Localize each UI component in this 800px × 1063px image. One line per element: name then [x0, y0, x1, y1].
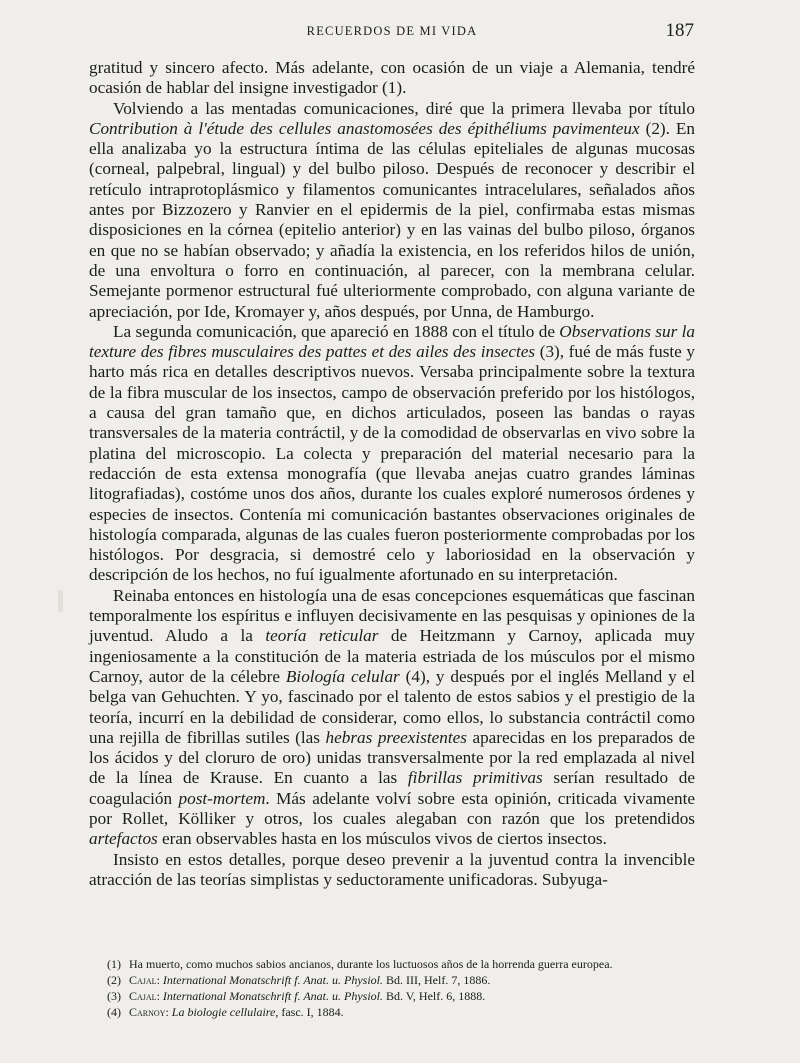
author-name: Carnoy: [129, 1005, 166, 1019]
text-run: gratitud y sincero afecto. Más adelante, con ocasión de un viaje a Alemania, tendré ocasión de hablar del insigne investigador (1).: [89, 58, 695, 98]
text-run: Insisto en estos detalles, porque deseo prevenir a la juventud contra la invencible atracción de las teorías simplistas y seductoramente unificadoras. Subyuga-: [89, 849, 695, 889]
footnote-marker: (3): [107, 989, 121, 1003]
footnote-marker: (4): [107, 1005, 121, 1019]
text-run: . Más adelante volví sobre esta opinión, criticada vivamente por Rollet, Kölliker y otros, los cuales alegaban con razón que los pretendidos: [89, 788, 695, 828]
paragraph: [89, 850, 695, 891]
footnote-text: Bd. V, Helf. 6, 1888.: [383, 989, 486, 1003]
italic-title: Observations sur la texture des fibres musculaires des pattes et des ailes des insectes: [89, 321, 695, 362]
paragraph: [89, 99, 695, 322]
footnote: [89, 972, 695, 988]
footnote-text: :: [156, 973, 163, 987]
italic-title: teoría reticular: [265, 626, 379, 646]
footnote-text: Bd. III, Helf. 7, 1886.: [383, 973, 491, 987]
italic-title: La biologie cellulaire: [171, 1005, 276, 1019]
paragraph: [89, 58, 695, 99]
author-name: Cajal: [129, 989, 157, 1003]
footnote-marker: (2): [107, 973, 121, 987]
body-text: [89, 58, 695, 890]
text-run: La segunda comunicación, que apareció en 1888 con el título de: [113, 321, 560, 341]
italic-title: artefactos: [89, 829, 158, 849]
running-title: RECUERDOS DE MI VIDA: [306, 24, 478, 38]
footnote: [89, 988, 695, 1004]
italic-title: International Monatschrift f. Anat. u. Physiol.: [162, 973, 384, 987]
footnote-text: :: [156, 989, 163, 1003]
footnote: [89, 1004, 695, 1020]
footnotes: [89, 956, 695, 1020]
footnote-text: :: [165, 1005, 172, 1019]
text-run: aparecidas en los preparados de los ácidos y del cloruro de oro) unidas transversalmente por la red emplazada al nivel de la línea de Krause. En cuanto a las: [89, 727, 695, 788]
text-run: (3), fué de más fuste y harto más rica en detalles descriptivos nuevos. Versaba principalmente sobre la textura de la fibra muscular de los insectos, campo de observación preferido por los histólogos, a causa del gran tamaño que, en dichos articulados, poseen las bandas o rayas transversales de la materia contráctil, y de la comodidad de observarlas en vivo sobre la platina del microscopio. La colecta y preparación del material necesario para la redacción de esta extensa monografía (que llevaba anejas cuatro grandes láminas litografiadas), costóme unos dos años, durante los cuales exploré numerosos órdenes y especies de insectos. Contenía mi comunicación bastantes observaciones originales de histología comparada, algunas de las cuales fueron posteriormente comprobadas por los histólogos. Por desgracia, si demostré celo y laboriosidad en la observación y descripción de los hechos, no fuí igualmente afortunado en su interpretación.: [89, 342, 695, 585]
text-run: serían resultado de coagulación: [89, 768, 695, 808]
page-header: [90, 20, 694, 44]
footnote-marker: (1): [107, 957, 121, 971]
text-run: Reinaba entonces en histología una de esas concepciones esquemáticas que fascinan temporalmente los espíritus e influyen decisivamente en las pesquisas y opiniones de la juventud. Aludo a la: [89, 585, 695, 646]
italic-title: International Monatschrift f. Anat. u. Physiol.: [162, 989, 384, 1003]
italic-title: Contribution à l'étude des cellules anastomosées des épithéliums pavimenteux: [89, 118, 640, 138]
footnote-text: , fasc. I, 1884.: [275, 1005, 344, 1019]
text-run: de Heitzmann y Carnoy, aplicada muy ingeniosamente a la constitución de la materia estriada de los músculos por el mismo Carnoy, autor de la célebre: [89, 626, 695, 686]
scan-smudge: [58, 590, 63, 612]
text-run: eran observables hasta en los músculos vivos de ciertos insectos.: [157, 829, 607, 849]
text-run: (4), y después por el inglés Melland y el belga van Gehuchten. Y yo, fascinado por el talento de estos sabios y el prestigio de la teoría, incurrí en la debilidad de considerar, como ellos, lo substancia contráctil como una rejilla de fibrillas sutiles (las: [89, 666, 695, 747]
paragraph: [89, 322, 695, 586]
italic-title: post-mortem: [178, 788, 266, 808]
paragraph: [89, 586, 695, 850]
text-run: Volviendo a las mentadas comunicaciones, diré que la primera llevaba por título: [113, 98, 695, 118]
text-run: (2). En ella analizaba yo la estructura íntima de las células epiteliales de algunas mucosas (corneal, palpebral, lingual) y del bulbo piloso. Después de reconocer y describir el retículo intraprotoplásmico y filamentos comunicantes intracelulares, señalados años antes por Bizzozero y Ranvier en el epidermis de la piel, confirmaba estas mismas disposiciones en la córnea (epitelio anterior) y en las vainas del bulbo piloso, órganos en que no se habían observado; y añadía la existencia, en los referidos hilos de unión, de una envoltura o forro en continuación, al parecer, con la membrana celular. Semejante pormenor estructural fué ulteriormente comprobado, con alguna variante de apreciación, por Ide, Kromayer y, años después, por Unna, de Hamburgo.: [89, 118, 695, 321]
footnote: [89, 956, 695, 972]
page-number: 187: [665, 20, 694, 41]
footnote-text: Ha muerto, como muchos sabios ancianos, durante los luctuosos años de la horrenda guerra europea.: [129, 957, 613, 971]
italic-title: hebras preexistentes: [325, 727, 467, 747]
author-name: Cajal: [129, 973, 157, 987]
italic-title: fibrillas primitivas: [407, 768, 543, 788]
italic-title: Biología celular: [285, 666, 400, 686]
